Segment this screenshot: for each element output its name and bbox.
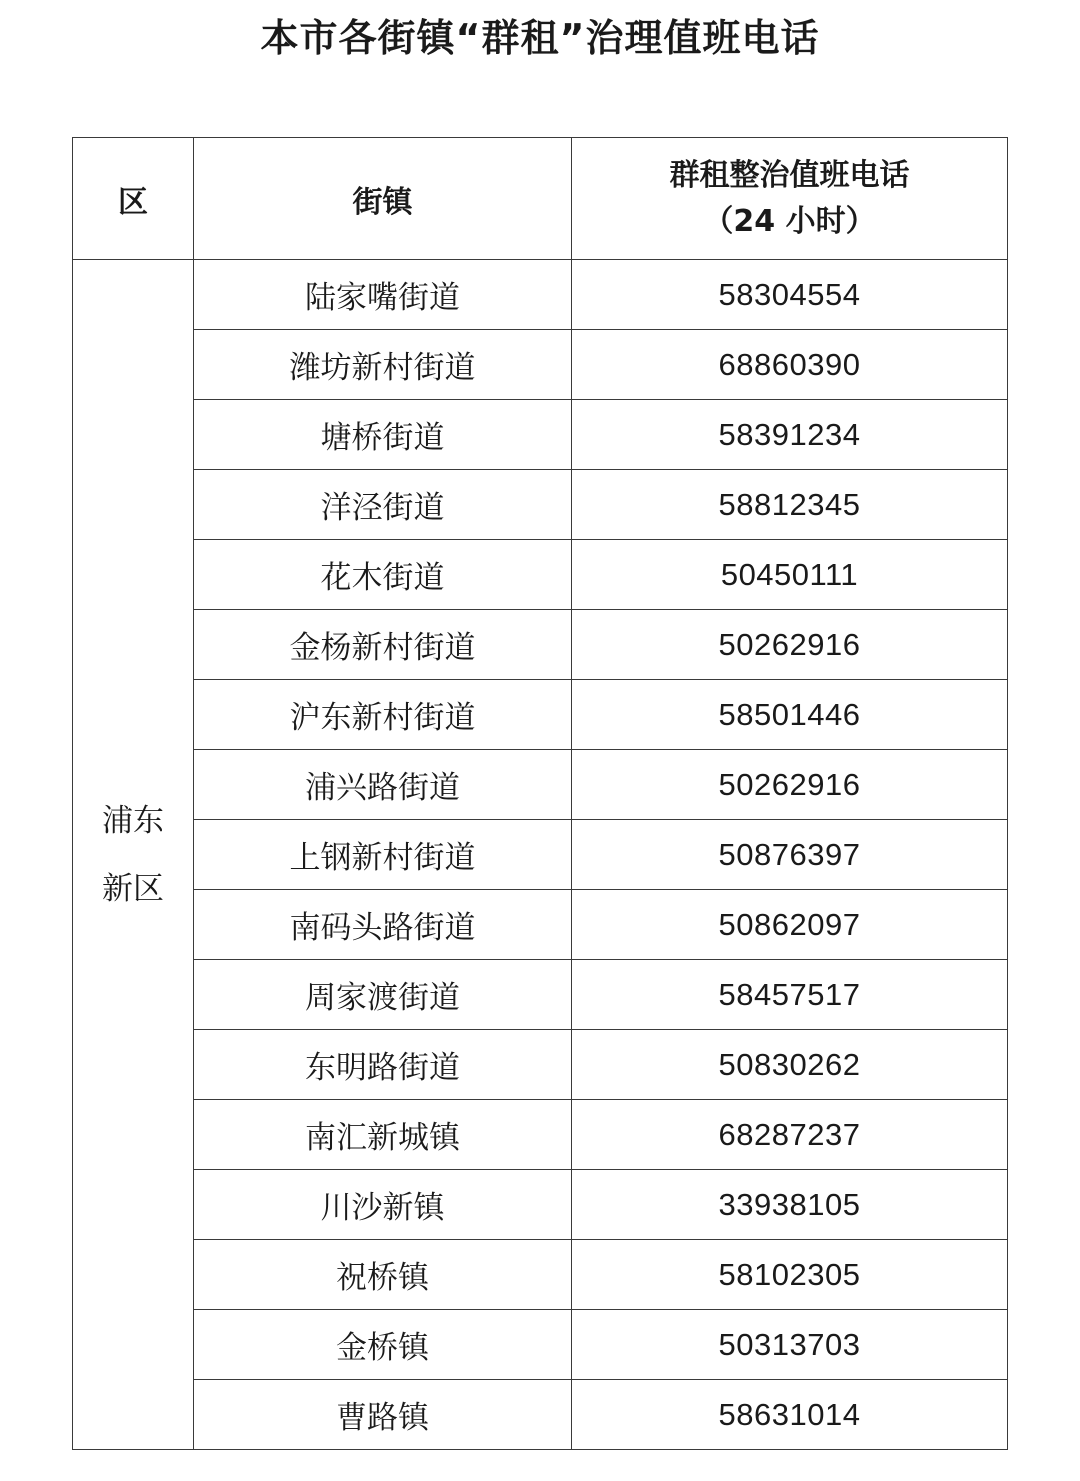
district-line2: 新区 — [102, 870, 164, 907]
phone-cell: 58457517 — [572, 960, 1008, 1030]
table-row — [73, 680, 1008, 750]
header-phone-line2: （24 小时） — [703, 203, 876, 239]
district-line1: 浦东 — [102, 802, 164, 839]
phone-cell: 58304554 — [572, 260, 1008, 330]
table-row — [73, 1030, 1008, 1100]
phone-cell: 58102305 — [572, 1240, 1008, 1310]
table-row — [73, 1170, 1008, 1240]
header-street: 街镇 — [194, 138, 572, 260]
table-row — [73, 960, 1008, 1030]
phone-cell: 58501446 — [572, 680, 1008, 750]
table-row — [73, 1240, 1008, 1310]
table-row — [73, 540, 1008, 610]
street-cell: 曹路镇 — [194, 1380, 572, 1450]
table-row — [73, 1310, 1008, 1380]
table-row — [73, 1380, 1008, 1450]
street-cell: 金桥镇 — [194, 1310, 572, 1380]
table-row — [73, 330, 1008, 400]
phone-cell: 58812345 — [572, 470, 1008, 540]
table-body — [73, 260, 1008, 1450]
phone-cell: 68287237 — [572, 1100, 1008, 1170]
phone-cell: 58631014 — [572, 1380, 1008, 1450]
street-cell: 金杨新村街道 — [194, 610, 572, 680]
phone-cell: 50450111 — [572, 540, 1008, 610]
street-cell: 祝桥镇 — [194, 1240, 572, 1310]
phone-cell: 50313703 — [572, 1310, 1008, 1380]
page-title: 本市各街镇“群租”治理值班电话 — [260, 16, 820, 60]
street-cell: 塘桥街道 — [194, 400, 572, 470]
phone-cell: 50262916 — [572, 610, 1008, 680]
table-row — [73, 890, 1008, 960]
table-row — [73, 470, 1008, 540]
header-phone — [572, 138, 1008, 260]
street-cell: 东明路街道 — [194, 1030, 572, 1100]
table-header-row — [73, 138, 1008, 260]
table-row — [73, 750, 1008, 820]
street-cell: 川沙新镇 — [194, 1170, 572, 1240]
street-cell: 潍坊新村街道 — [194, 330, 572, 400]
table-row — [73, 820, 1008, 890]
street-cell: 陆家嘴街道 — [194, 260, 572, 330]
table-row — [73, 260, 1008, 330]
phone-cell: 58391234 — [572, 400, 1008, 470]
street-cell: 花木街道 — [194, 540, 572, 610]
phone-cell: 50830262 — [572, 1030, 1008, 1100]
phone-cell: 33938105 — [572, 1170, 1008, 1240]
header-district: 区 — [73, 138, 194, 260]
street-cell: 南汇新城镇 — [194, 1100, 572, 1170]
street-cell: 沪东新村街道 — [194, 680, 572, 750]
duty-phone-table — [72, 137, 1008, 1450]
street-cell: 周家渡街道 — [194, 960, 572, 1030]
table-row — [73, 1100, 1008, 1170]
street-cell: 南码头路街道 — [194, 890, 572, 960]
street-cell: 上钢新村街道 — [194, 820, 572, 890]
header-phone-line1: 群租整治值班电话 — [669, 157, 910, 193]
street-cell: 洋泾街道 — [194, 470, 572, 540]
district-cell — [73, 260, 194, 1450]
phone-cell: 68860390 — [572, 330, 1008, 400]
table-row — [73, 400, 1008, 470]
phone-cell: 50262916 — [572, 750, 1008, 820]
phone-cell: 50876397 — [572, 820, 1008, 890]
phone-cell: 50862097 — [572, 890, 1008, 960]
street-cell: 浦兴路街道 — [194, 750, 572, 820]
table-row — [73, 610, 1008, 680]
